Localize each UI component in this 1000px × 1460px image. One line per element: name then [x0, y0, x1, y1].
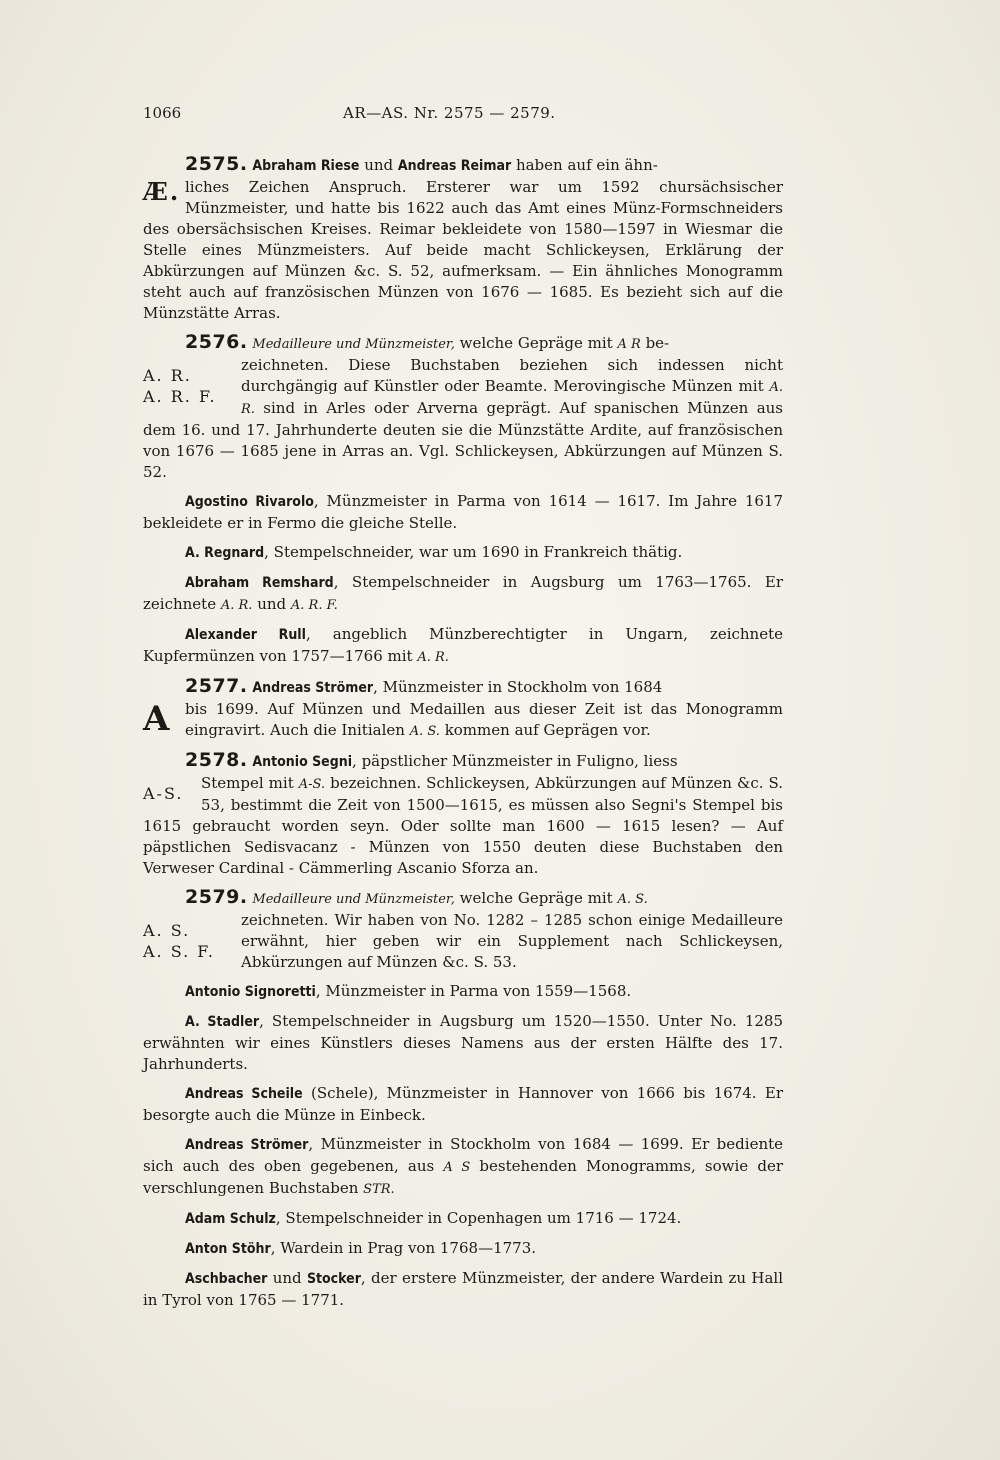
entry-stoehr: [143, 1238, 783, 1260]
entry-name: Agostino Rivarolo: [185, 494, 314, 510]
monogram-mark: [143, 910, 241, 962]
entry-number: 2575.: [185, 153, 248, 175]
entry-schulz: [143, 1208, 783, 1230]
entry-body: zeichneten. Diese Buchstaben beziehen sich indessen nicht durchgängig auf Künstler oder Beamte. Merovingische Münzen mit: [241, 356, 783, 395]
entry-name: Andreas Scheile: [185, 1086, 303, 1102]
mark-ref: A. R.: [417, 650, 449, 665]
entry-signoretti: [143, 981, 783, 1003]
entry-name: Alexander Rull: [185, 627, 306, 643]
entry-body: bezeichnen. Schlickeysen, Abkürzungen auf Münzen &c. S. 53, bestimmt die Zeit von 1500—1615, es müssen also Segni's Stempel bis 1615 gebraucht worden seyn. Oder sollte man 1600 — 1615 lesen? — Auf päpstlichen Sedisvacanz - Münzen von 1550 deuten diese Buchstaben den Verweser Cardinal - Cämmerling Ascanio Sforza an.: [143, 774, 783, 877]
entry-rivarolo: [143, 491, 783, 534]
entry-body: Stempel mit: [201, 774, 299, 792]
entry-name: Abraham Remshard: [185, 575, 334, 591]
mark-ref: STR.: [363, 1182, 395, 1197]
monogram-mark: [143, 355, 241, 407]
entry-text: , Stempelschneider in Copenhagen um 1716 — 1724.: [275, 1209, 682, 1227]
mark-line: A. S. F.: [143, 942, 215, 961]
entry-rull: [143, 624, 783, 668]
entry-name: Adam Schulz: [185, 1211, 276, 1227]
entry-lead: haben auf ein ähn-: [511, 156, 658, 174]
entry-body: liches Zeichen Anspruch. Ersterer war um 1592 chursächsischer Münzmeister, und hatte bis 1622 auch das Amt eines Münz-Formschneiders des obersächsischen Kreises. Reimar bekleidete von 1580—1597 in Wiesmar die Stelle eines Münzmeisters. Auf beide macht Schlickeysen, Erklärung der Abkürzungen auf Münzen &c. S. 52, aufmerksam. — Ein ähnliches Monogramm steht auch auf französischen Münzen von 1676 — 1685. Es bezieht sich auf die Münzstätte Arras.: [143, 178, 783, 322]
entry-text: , angeblich Münzberechtigter in Ungarn, zeichnete Kupfermünzen von 1757—1766 mit: [143, 625, 783, 665]
entry-2578: [143, 750, 783, 879]
entry-name: Abraham Riese: [252, 158, 360, 174]
entry-name: A. Stadler: [185, 1014, 260, 1030]
entry-stroemer: [143, 1134, 783, 1200]
mark-line: A. R. F.: [143, 387, 217, 406]
entry-number: 2578.: [185, 749, 248, 771]
entry-text: , Stempelschneider in Augsburg um 1520—1550. Unter No. 1285 erwähnten wir eines Künstlers dieses Namens aus der ersten Hälfte des 17. Jahrhunderts.: [143, 1012, 784, 1073]
monogram-mark: Æ.: [143, 177, 181, 206]
entry-scheile: [143, 1083, 783, 1126]
entry-title: Medailleure und Münzmeister,: [252, 892, 455, 907]
entry-text: , Münzmeister in Parma von 1559—1568.: [315, 982, 632, 1000]
entry-aschbacher: [143, 1268, 783, 1311]
mark-ref: A. S.: [617, 892, 648, 907]
entry-name: A. Regnard: [185, 545, 265, 561]
entry-lead: , päpstlicher Münzmeister in Fuligno, liess: [352, 752, 678, 770]
monogram-mark: A: [143, 699, 172, 739]
entry-number: 2577.: [185, 675, 248, 697]
entry-name: Andreas Reimar: [397, 158, 512, 174]
entry-body: sind in Arles oder Arverna geprägt. Auf spanischen Münzen aus dem 16. und 17. Jahrhunderte deuten sie die Münzstätte Ardite, auf französischen von 1676 — 1685 jene in Arras an. Vgl. Schlickeysen, Abkürzungen auf Münzen S. 52.: [143, 399, 783, 481]
entry-lead-end: be-: [640, 334, 670, 352]
entry-title: Medailleure und Münzmeister,: [252, 337, 455, 352]
entry-number: 2579.: [185, 886, 248, 908]
mark-line: A. S.: [143, 921, 191, 940]
entry-name: Stocker: [306, 1271, 361, 1287]
entry-lead: welche Gepräge mit: [454, 334, 618, 352]
entry-2579: [143, 887, 783, 973]
mark-line: A. R.: [143, 366, 192, 385]
entry-name: Antonio Segni: [252, 754, 353, 770]
entry-body: kommen auf Geprägen vor.: [439, 721, 651, 739]
entry-name: Andreas Strömer: [252, 680, 374, 696]
entry-text: , Stempelschneider, war um 1690 in Frankreich thätig.: [264, 543, 683, 561]
entry-regnard: [143, 542, 783, 564]
entry-lead: , Münzmeister in Stockholm von 1684: [373, 678, 663, 696]
entry-2577: [143, 676, 783, 742]
entry-body: zeichneten. Wir haben von No. 1282 – 1285 schon einige Medailleure erwähnt, hier geben wir ein Supplement nach Schlickeysen, Abkürzungen auf Münzen &c. S. 53.: [241, 911, 783, 971]
mark-ref: A R: [617, 337, 641, 352]
entry-text: , Stempelschneider in Augsburg um 1763—1765. Er zeichnete: [143, 573, 783, 613]
monogram-mark: A-S.: [143, 784, 184, 803]
running-title: AR—AS. Nr. 2575 — 2579.: [343, 104, 556, 122]
entry-text: , Münzmeister in Parma von 1614 — 1617. Im Jahre 1617 bekleidete er in Fermo die gleiche Stelle.: [143, 492, 783, 532]
mark-ref: A. R. F.: [290, 598, 338, 613]
entry-text: (Schele), Münzmeister in Hannover von 1666 bis 1674. Er besorgte auch die Münze in Einbeck.: [143, 1084, 784, 1124]
entry-text: und: [252, 595, 291, 613]
entry-number: 2576.: [185, 331, 248, 353]
page-body: [143, 154, 783, 1319]
entry-text: , Wardein in Prag von 1768—1773.: [270, 1239, 537, 1257]
page-header: [143, 104, 783, 128]
entry-name: Andreas Strömer: [185, 1137, 309, 1153]
entry-name: Antonio Signoretti: [185, 984, 316, 1000]
mark-ref: A-S.: [298, 777, 326, 792]
entry-body: bis 1699. Auf Münzen und Medaillen aus dieser Zeit ist das Monogramm eingravirt. Auch die Initialen: [185, 700, 783, 739]
entry-lead: welche Gepräge mit: [454, 889, 618, 907]
mark-ref: A S: [443, 1160, 471, 1175]
entry-name: Aschbacher: [185, 1271, 268, 1287]
page-number: 1066: [143, 104, 182, 122]
mark-ref: A. R.: [241, 380, 783, 417]
conjunction: und: [359, 156, 398, 174]
entry-stadler: [143, 1011, 783, 1075]
entry-remshard: [143, 572, 783, 616]
entry-text: , Münzmeister in Stockholm von 1684 — 1699. Er bediente sich auch des oben gegebenen, aus: [143, 1135, 784, 1175]
entry-name: Anton Stöhr: [185, 1241, 271, 1257]
conjunction: und: [267, 1269, 307, 1287]
entry-2575: [143, 154, 783, 324]
mark-ref: A. R.: [220, 598, 253, 613]
entry-text: , der erstere Münzmeister, der andere Wardein zu Hall in Tyrol von 1765 — 1771.: [143, 1269, 783, 1309]
entry-text: bestehenden Monogramms, sowie der verschlungenen Buchstaben: [143, 1157, 783, 1197]
mark-ref: A. S.: [409, 724, 440, 739]
entry-2576: [143, 332, 783, 483]
